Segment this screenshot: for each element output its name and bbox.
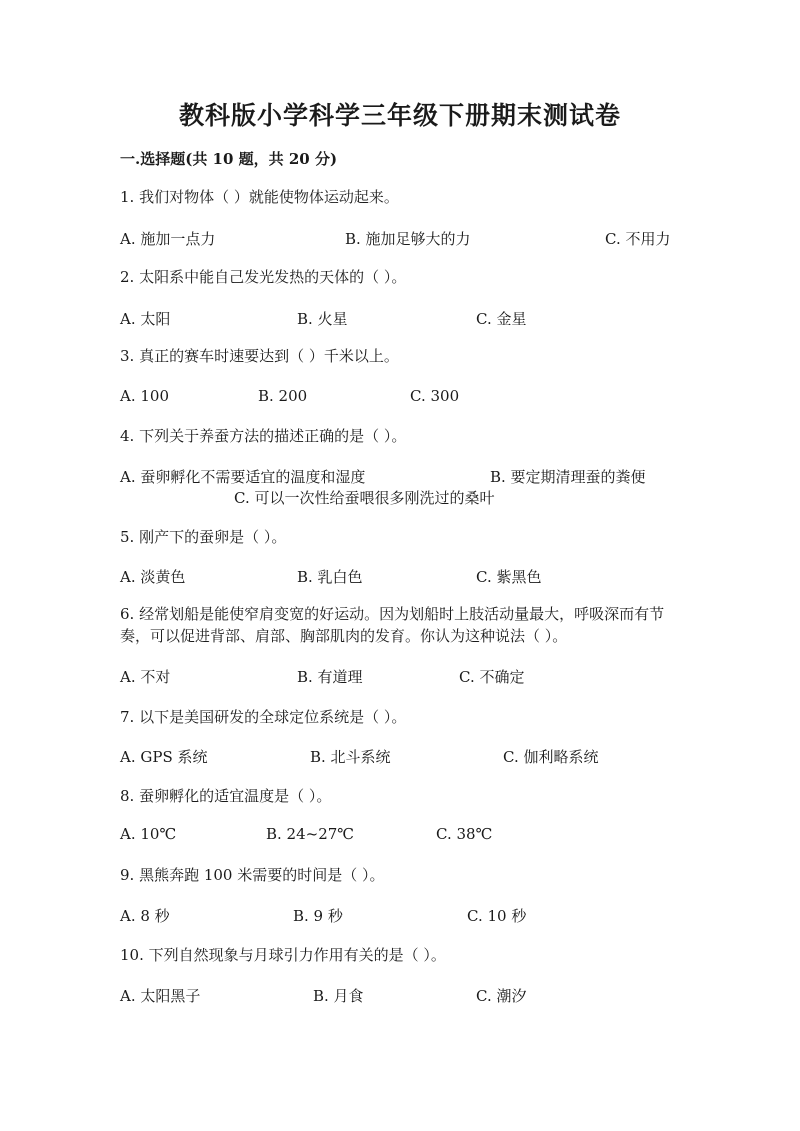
question-5: 5. 刚产下的蚕卵是（ ）。 bbox=[120, 528, 287, 546]
question-5-option-b[interactable]: B. 乳白色 bbox=[297, 568, 363, 586]
question-10-option-b[interactable]: B. 月食 bbox=[313, 987, 364, 1005]
question-10-option-c[interactable]: C. 潮汐 bbox=[476, 987, 527, 1005]
question-6: 6. 经常划船是能使窄肩变宽的好运动。因为划船时上肢活动量最大，呼吸深而有节奏，可以促进背部、肩部、胸部肌肉的发育。你认为这种说法（ ）。 bbox=[120, 605, 665, 645]
question-10: 10. 下列自然现象与月球引力作用有关的是（ ）。 bbox=[120, 946, 446, 964]
question-8-option-c[interactable]: C. 38℃ bbox=[436, 825, 493, 843]
question-10-option-a[interactable]: A. 太阳黑子 bbox=[120, 987, 201, 1005]
question-2-option-c[interactable]: C. 金星 bbox=[476, 310, 527, 328]
question-9-option-b[interactable]: B. 9 秒 bbox=[293, 907, 343, 925]
question-4: 4. 下列关于养蚕方法的描述正确的是（ ）。 bbox=[120, 427, 407, 445]
question-2-option-b[interactable]: B. 火星 bbox=[297, 310, 348, 328]
question-1: 1. 我们对物体（ ）就能使物体运动起来。 bbox=[120, 188, 399, 206]
question-9-option-a[interactable]: A. 8 秒 bbox=[120, 907, 170, 925]
question-9: 9. 黑熊奔跑 100 米需要的时间是（ ）。 bbox=[120, 866, 385, 884]
question-3-option-b[interactable]: B. 200 bbox=[258, 387, 308, 405]
question-4-option-b[interactable]: B. 要定期清理蚕的粪便 bbox=[490, 468, 646, 486]
question-3: 3. 真正的赛车时速要达到（ ）千米以上。 bbox=[120, 347, 399, 365]
question-6-option-c[interactable]: C. 不确定 bbox=[459, 668, 525, 686]
question-4-option-a[interactable]: A. 蚕卵孵化不需要适宜的温度和湿度 bbox=[120, 468, 366, 486]
question-1-option-b[interactable]: B. 施加足够大的力 bbox=[345, 230, 471, 248]
question-5-option-a[interactable]: A. 淡黄色 bbox=[120, 568, 186, 586]
question-1-option-c[interactable]: C. 不用力 bbox=[605, 230, 671, 248]
question-8-option-b[interactable]: B. 24~27℃ bbox=[266, 825, 355, 843]
question-6-option-a[interactable]: A. 不对 bbox=[120, 668, 171, 686]
question-1-option-a[interactable]: A. 施加一点力 bbox=[120, 230, 216, 248]
question-5-option-c[interactable]: C. 紫黑色 bbox=[476, 568, 542, 586]
question-9-option-c[interactable]: C. 10 秒 bbox=[467, 907, 527, 925]
page-title: 教科版小学科学三年级下册期末测试卷 bbox=[178, 101, 621, 130]
question-7: 7. 以下是美国研发的全球定位系统是（ ）。 bbox=[120, 708, 407, 726]
question-7-option-c[interactable]: C. 伽利略系统 bbox=[503, 748, 599, 766]
question-6-option-b[interactable]: B. 有道理 bbox=[297, 668, 363, 686]
question-7-option-b[interactable]: B. 北斗系统 bbox=[310, 748, 391, 766]
question-8-option-a[interactable]: A. 10℃ bbox=[120, 825, 177, 843]
question-3-option-a[interactable]: A. 100 bbox=[120, 387, 169, 405]
question-3-option-c[interactable]: C. 300 bbox=[410, 387, 460, 405]
question-2: 2. 太阳系中能自己发光发热的天体的（ ）。 bbox=[120, 268, 407, 286]
question-7-option-a[interactable]: A. GPS 系统 bbox=[120, 748, 208, 766]
question-8: 8. 蚕卵孵化的适宜温度是（ ）。 bbox=[120, 787, 332, 805]
question-4-option-c[interactable]: C. 可以一次性给蚕喂很多刚洗过的桑叶 bbox=[234, 489, 495, 507]
section-heading: 一.选择题(共 10 题，共 20 分) bbox=[120, 150, 338, 168]
question-2-option-a[interactable]: A. 太阳 bbox=[120, 310, 171, 328]
